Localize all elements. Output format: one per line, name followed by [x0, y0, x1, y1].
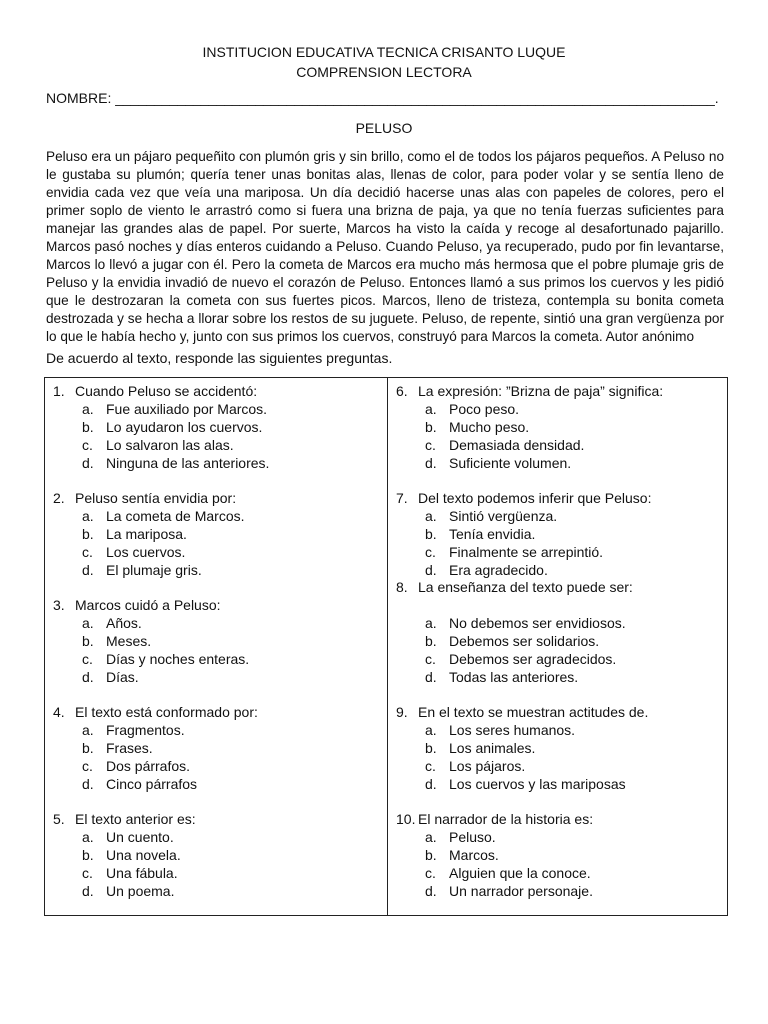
- option-text: Dos párrafos.: [106, 758, 191, 774]
- option-text: Mucho peso.: [449, 419, 530, 435]
- option-letter: b.: [425, 419, 437, 435]
- question-text: Del texto podemos inferir que Peluso:: [418, 490, 652, 506]
- option-c: [396, 543, 651, 561]
- option-letter: c.: [82, 758, 93, 774]
- option-a: [396, 721, 648, 739]
- option-letter: d.: [425, 455, 437, 471]
- option-text: Cinco párrafos: [106, 776, 198, 792]
- option-a: [396, 614, 633, 632]
- option-b: [53, 846, 196, 864]
- option-a: [396, 828, 593, 846]
- question-number: 9.: [396, 704, 408, 720]
- option-text: Debemos ser agradecidos.: [449, 651, 617, 667]
- option-text: Un cuento.: [106, 829, 174, 845]
- option-text: Lo salvaron las alas.: [106, 437, 234, 453]
- option-letter: c.: [425, 758, 436, 774]
- option-letter: b.: [425, 740, 437, 756]
- option-letter: b.: [425, 847, 437, 863]
- question-number: 6.: [396, 383, 408, 399]
- option-a: [53, 614, 249, 632]
- option-c: [396, 436, 663, 454]
- option-letter: d.: [82, 883, 94, 899]
- option-text: Una fábula.: [106, 865, 178, 881]
- option-letter: b.: [82, 847, 94, 863]
- option-letter: d.: [82, 776, 94, 792]
- question-text: El narrador de la historia es:: [418, 811, 594, 827]
- option-text: Días y noches enteras.: [106, 651, 250, 667]
- questions-right-column: [388, 378, 727, 915]
- question-text: Cuando Peluso se accidentó:: [75, 383, 258, 399]
- question-number: 10.: [396, 811, 416, 827]
- option-b: [53, 525, 245, 543]
- option-text: No debemos ser envidiosos.: [449, 615, 626, 631]
- subject-title: COMPRENSION LECTORA: [296, 64, 472, 80]
- document-header: [0, 42, 768, 82]
- option-letter: a.: [425, 401, 437, 417]
- question-6: [396, 382, 663, 472]
- story-title: PELUSO: [355, 120, 413, 136]
- question-number: 3.: [53, 597, 65, 613]
- option-c: [53, 864, 196, 882]
- option-text: Años.: [106, 615, 142, 631]
- option-letter: c.: [82, 544, 93, 560]
- question-2: [53, 489, 245, 579]
- option-letter: a.: [425, 615, 437, 631]
- option-text: Todas las anteriores.: [449, 669, 579, 685]
- option-a: [396, 507, 651, 525]
- option-c: [53, 650, 249, 668]
- option-letter: d.: [82, 562, 94, 578]
- option-text: Tenía envidia.: [449, 526, 536, 542]
- question-8: [396, 578, 633, 686]
- option-d: [53, 775, 258, 793]
- option-text: Los seres humanos.: [449, 722, 576, 738]
- option-letter: c.: [425, 865, 436, 881]
- option-b: [396, 846, 593, 864]
- option-letter: a.: [82, 829, 94, 845]
- option-text: Marcos.: [449, 847, 499, 863]
- option-d: [396, 668, 633, 686]
- option-text: Los cuervos y las mariposas: [449, 776, 626, 792]
- option-text: Una novela.: [106, 847, 181, 863]
- option-text: Días.: [106, 669, 139, 685]
- question-7: [396, 489, 651, 579]
- option-d: [396, 775, 648, 793]
- option-text: Finalmente se arrepintió.: [449, 544, 604, 560]
- option-a: [53, 400, 269, 418]
- option-b: [396, 418, 663, 436]
- spacer: [396, 596, 633, 614]
- option-text: Frases.: [106, 740, 153, 756]
- option-text: Peluso.: [449, 829, 496, 845]
- option-d: [396, 882, 593, 900]
- option-text: Suficiente volumen.: [449, 455, 572, 471]
- option-text: Fue auxiliado por Marcos.: [106, 401, 268, 417]
- option-text: Los animales.: [449, 740, 536, 756]
- name-field-line: NOMBRE: _____________________________________________________________________________.: [46, 90, 719, 106]
- question-text: Marcos cuidó a Peluso:: [75, 597, 221, 613]
- option-text: Alguien que la conoce.: [449, 865, 591, 881]
- option-text: Los pájaros.: [449, 758, 526, 774]
- option-letter: b.: [82, 740, 94, 756]
- option-a: [53, 507, 245, 525]
- option-text: El plumaje gris.: [106, 562, 202, 578]
- option-text: Meses.: [106, 633, 152, 649]
- option-b: [396, 739, 648, 757]
- question-number: 8.: [396, 579, 408, 595]
- option-text: Poco peso.: [449, 401, 520, 417]
- question-number: 1.: [53, 383, 65, 399]
- question-number: 2.: [53, 490, 65, 506]
- question-1: [53, 382, 269, 472]
- question-5: [53, 810, 196, 900]
- question-10: [396, 810, 593, 900]
- question-number: 7.: [396, 490, 408, 506]
- option-text: Lo ayudaron los cuervos.: [106, 419, 263, 435]
- question-text: La enseñanza del texto puede ser:: [418, 579, 633, 595]
- option-b: [53, 418, 269, 436]
- option-text: Era agradecido.: [449, 562, 548, 578]
- option-letter: d.: [425, 776, 437, 792]
- option-d: [53, 882, 196, 900]
- option-text: Demasiada densidad.: [449, 437, 585, 453]
- option-letter: a.: [425, 829, 437, 845]
- questions-left-column: [45, 378, 388, 915]
- question-text: El texto anterior es:: [75, 811, 196, 827]
- option-b: [53, 739, 258, 757]
- option-letter: a.: [82, 615, 94, 631]
- option-letter: b.: [82, 526, 94, 542]
- option-text: Ninguna de las anteriores.: [106, 455, 270, 471]
- option-b: [53, 632, 249, 650]
- option-letter: d.: [425, 669, 437, 685]
- option-text: La mariposa.: [106, 526, 187, 542]
- question-3: [53, 596, 249, 686]
- option-letter: c.: [82, 865, 93, 881]
- option-letter: b.: [82, 633, 94, 649]
- option-letter: b.: [425, 633, 437, 649]
- option-c: [53, 436, 269, 454]
- option-letter: a.: [82, 401, 94, 417]
- option-letter: a.: [425, 722, 437, 738]
- question-9: [396, 703, 648, 793]
- question-text: Peluso sentía envidia por:: [75, 490, 237, 506]
- option-letter: d.: [425, 883, 437, 899]
- option-c: [53, 757, 258, 775]
- option-letter: c.: [82, 437, 93, 453]
- option-c: [396, 757, 648, 775]
- option-text: La cometa de Marcos.: [106, 508, 245, 524]
- option-c: [53, 543, 245, 561]
- story-text: Peluso era un pájaro pequeñito con plumón gris y sin brillo, como el de todos los pájaros pequeños. A Peluso no le gustaba su plumón; quería tener unas bonitas alas, llenas de color, para poder volar y se sentía lleno de envidia cada vez que veía una mariposa. Un día decidió hacerse unas alas con papeles de colores, pero el primer soplo de viento le arrastró como si fuera una brizna de paja, ya que no tenía fuerzas suficientes para manejar las grandes alas de papel. Por suerte, Marcos ha visto la caída y recoge al desafortunado pajarillo. Marcos pasó noches y días enteros cuidando a Peluso. Cuando Peluso, ya recuperado, pudo por fin levantarse, Marcos lo llevó a jugar con él. Pero la cometa de Marcos era mucho más hermosa que el pobre plumaje gris de Peluso y la envidia invadió de nuevo el corazón de Peluso. Entonces llamó a sus primos los cuervos y les pidió que le destrozaran la cometa con sus fuertes picos. Marcos, lleno de tristeza, contempla su bonita cometa destrozada y se hecha a llorar sobre los restos de su juguete. Peluso, de repente, sintió una gran vergüenza por lo que le había hecho y, junto con sus primos los cuervos, construyó para Marcos la cometa. Autor anónimo: [46, 149, 724, 344]
- option-d: [53, 668, 249, 686]
- option-text: Un narrador personaje.: [449, 883, 593, 899]
- option-letter: d.: [82, 669, 94, 685]
- option-letter: a.: [82, 508, 94, 524]
- option-letter: a.: [82, 722, 94, 738]
- option-letter: c.: [425, 544, 436, 560]
- question-text: La expresión: ”Brizna de paja” significa:: [418, 383, 664, 399]
- option-text: Fragmentos.: [106, 722, 185, 738]
- option-letter: b.: [425, 526, 437, 542]
- option-letter: c.: [425, 437, 436, 453]
- option-d: [396, 454, 663, 472]
- option-letter: c.: [425, 651, 436, 667]
- option-a: [53, 828, 196, 846]
- option-d: [53, 454, 269, 472]
- option-c: [396, 650, 633, 668]
- option-letter: d.: [82, 455, 94, 471]
- option-a: [53, 721, 258, 739]
- option-b: [396, 632, 633, 650]
- instruction-text: De acuerdo al texto, responde las siguientes preguntas.: [46, 350, 393, 366]
- option-letter: a.: [425, 508, 437, 524]
- option-a: [396, 400, 663, 418]
- option-text: Debemos ser solidarios.: [449, 633, 600, 649]
- question-number: 4.: [53, 704, 65, 720]
- option-d: [53, 561, 245, 579]
- question-number: 5.: [53, 811, 65, 827]
- option-text: Sintió vergüenza.: [449, 508, 558, 524]
- option-d: [396, 561, 651, 579]
- option-b: [396, 525, 651, 543]
- option-letter: d.: [425, 562, 437, 578]
- question-text: En el texto se muestran actitudes de.: [418, 704, 649, 720]
- option-text: Un poema.: [106, 883, 175, 899]
- question-text: El texto está conformado por:: [75, 704, 258, 720]
- option-c: [396, 864, 593, 882]
- option-letter: c.: [82, 651, 93, 667]
- option-letter: b.: [82, 419, 94, 435]
- question-4: [53, 703, 258, 793]
- option-text: Los cuervos.: [106, 544, 186, 560]
- school-name: INSTITUCION EDUCATIVA TECNICA CRISANTO LUQUE: [202, 44, 566, 60]
- questions-table: [44, 377, 728, 916]
